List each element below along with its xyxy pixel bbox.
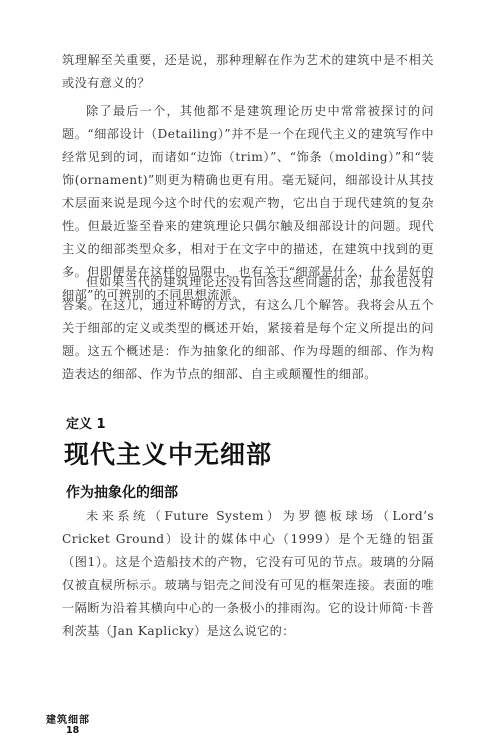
section-label: 定义 1 (66, 417, 106, 432)
body-paragraph-2: 除了最后一个，其他都不是建筑理论历史中常常被探讨的问题。“细部设计（Detailing）”并不是一个在现代主义的建筑写作中经常见到的词，而诸如“边饰（trim）”、“饰条（molding）”和“装饰(ornament)”则更为精确也更有用。毫无疑问，细部设计从其技术层面来说是现今这个时代的宏观产物，它出自于现代建筑的复杂性。但最近鉴至眷来的建筑理论只偶尔触及细部设计的问题。现代主义的细部类型众多，相对于在文字中的描述，在建筑中找到的更多。但即便是在这样的局限中，也有关于“细部是什么，什么是好的细部”的可辨别的不同思想流派。 (62, 104, 434, 302)
body-paragraph-4: 未来系统（Future System）为罗德板球场（Lord’s Cricket Ground）设计的媒体中心（1999）是个无缝的铝蛋（图1）。这是个造船技术的产物，它没有可见的节点。玻璃的分隔仅被直棂所标示。玻璃与铝壳之间没有可见的框架连接。表面的唯一隔断为沿着其横向中心的一条极小的排雨沟。它的设计师简·卡普利茨基（Jan Kaplicky）是这么说它的： (62, 509, 434, 638)
body-paragraph-3: 但如果当代的建筑理论还没有回答这些问题的话，那我也没有答案。在这儿，通过朴畴的方式，有这么几个解答。我将会从五个关于细部的定义或类型的概述开始，紧接着是每个定义所提出的问题。这五个概述是：作为抽象化的细部、作为母题的细部、作为构造表达的细部、作为节点的细部、自主或颠覆性的细部。 (62, 275, 434, 381)
page-number: 18 (66, 725, 80, 736)
section-title: 现代主义中无细部 (64, 440, 273, 469)
body-paragraph-1: 筑理解至关重要，还是说，那种理解在作为艺术的建筑中是不相关或没有意义的？ (62, 53, 434, 90)
subheading: 作为抽象化的细部 (66, 485, 178, 501)
running-footer-title: 建筑细部 (46, 715, 90, 726)
